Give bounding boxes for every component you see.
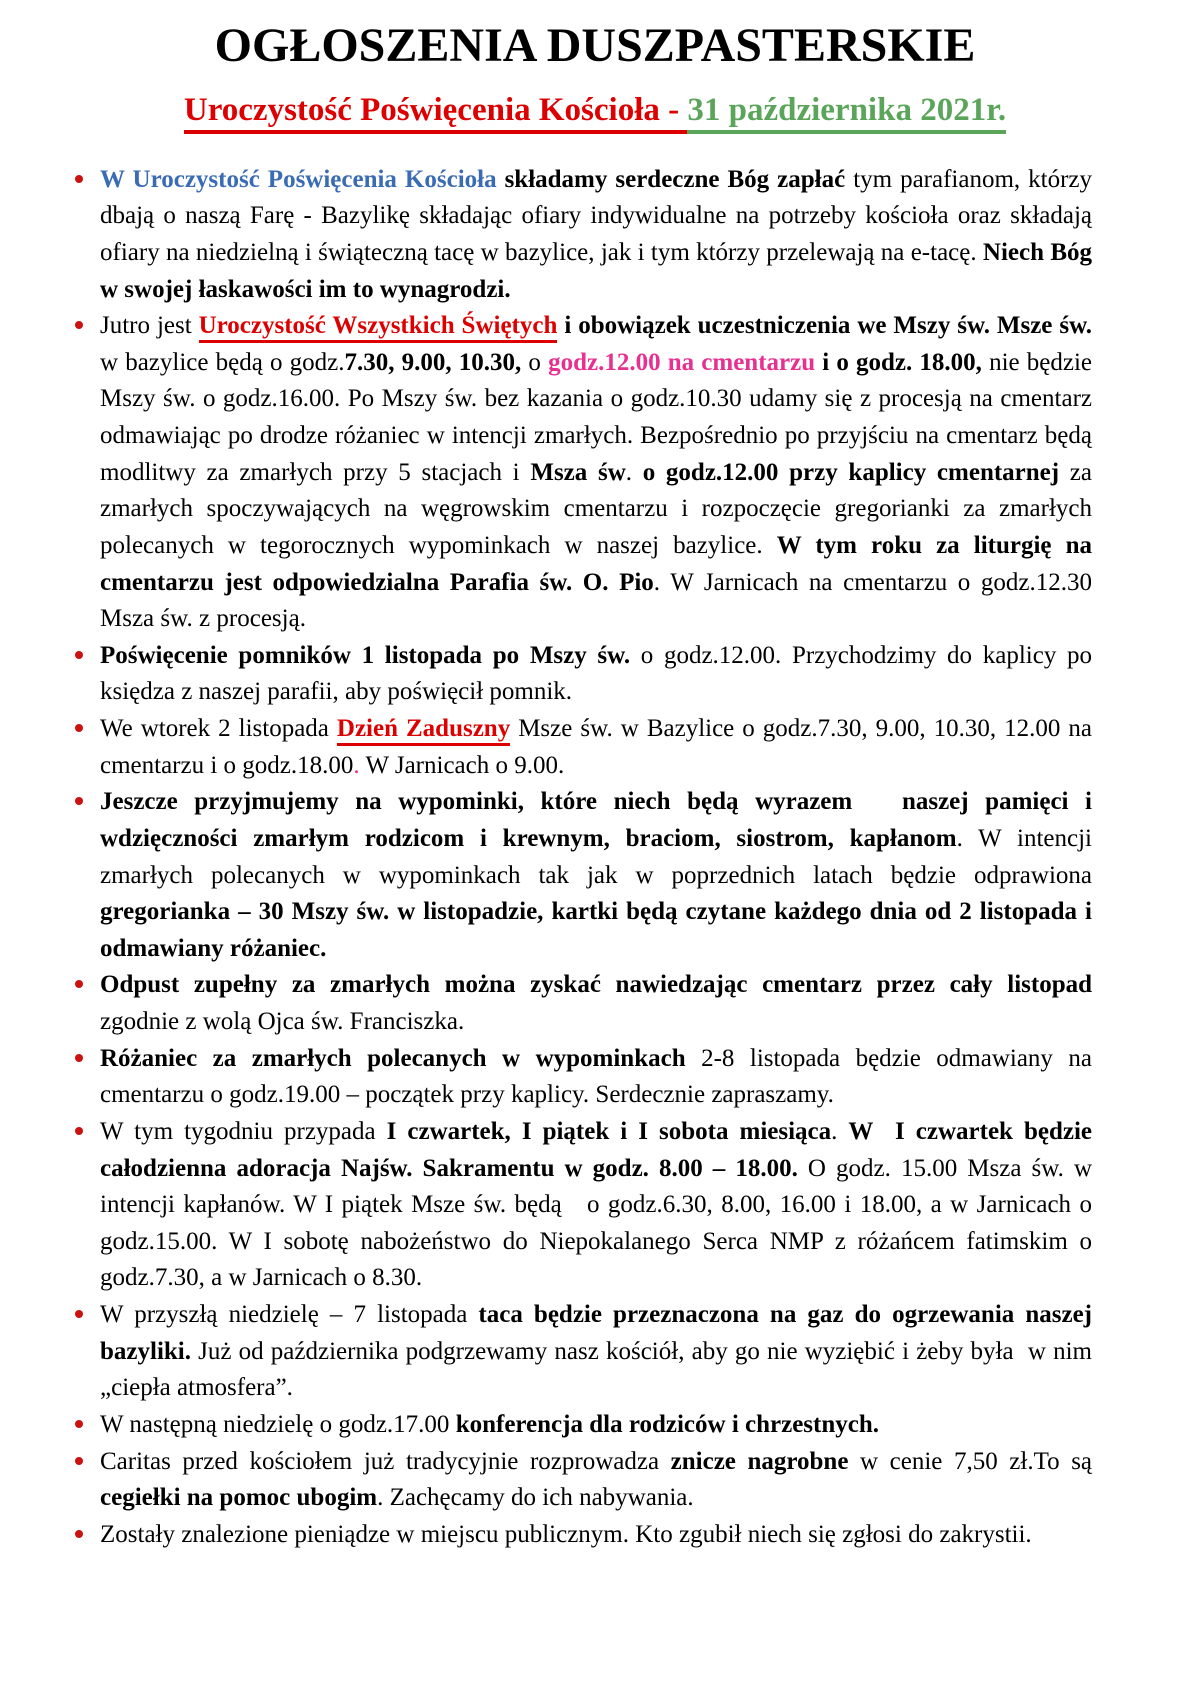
- list-item: [100, 711, 1092, 784]
- text-run: gregorianka – 30 Mszy św. w listopadzie, kartki będą czytane każdego dnia od 2 listopada i odmawiany różaniec.: [100, 898, 1092, 962]
- text-run: o godz.12.00. Przychodzimy do kaplicy po księdza z naszej parafii, aby poświęcił pomnik.: [100, 641, 1092, 706]
- text-run: Różaniec za zmarłych polecanych w wypominkach: [100, 1044, 702, 1072]
- text-run: . W Jarnicach na cmentarzu o godz.12.30 Msza św. z procesją.: [100, 568, 1092, 633]
- list-item: [100, 784, 1092, 967]
- list-item: [100, 1041, 1092, 1114]
- text-run: Już od października podgrzewamy nasz kościół, aby go nie wyziębić i żeby była w nim „ciepła atmosfera”.: [100, 1337, 1092, 1402]
- list-item: [100, 1444, 1092, 1517]
- text-run: W następną niedzielę o godz.17.00: [100, 1410, 456, 1438]
- text-run: konferencja dla rodziców i chrzestnych.: [455, 1410, 880, 1438]
- bullet-dot-icon: [75, 724, 83, 732]
- text-run: 2-8 listopada będzie odmawiany na cmentarzu o godz.19.00 – początek przy kaplicy. Serdecznie zapraszamy.: [100, 1044, 1092, 1109]
- subtitle-feast-name: Uroczystość Poświęcenia Kościoła -: [184, 92, 687, 134]
- text-run: o: [528, 348, 549, 376]
- list-item: [100, 1407, 1092, 1444]
- text-run: w cenie 7,50 zł.To są: [860, 1447, 1093, 1475]
- announcement-list: [100, 162, 1092, 1554]
- list-item: [100, 1297, 1092, 1407]
- text-run: zgodnie z wolą Ojca św. Franciszka.: [100, 1008, 465, 1036]
- list-item: [100, 1114, 1092, 1297]
- text-run: Dzień Zaduszny: [337, 715, 510, 746]
- text-run: znicze nagrobne: [670, 1447, 861, 1475]
- text-run: W Jarnicach o 9.00.: [359, 751, 565, 779]
- text-run: Msze św. w Bazylice o godz.7.30, 9.00, 10.30, 12.00 na cmentarzu i o godz.18.00: [100, 715, 1092, 779]
- text-run: W Uroczystość Poświęcenia Kościoła: [100, 165, 505, 193]
- text-run: nie będzie Mszy św. o godz.16.00. Po Mszy św. bez kazania o godz.10.30 udamy się z procesją na cmentarz odmawiając po drodze różaniec w intencji zmarłych. Bezpośrednio po przyjściu na cmentarz będą modlitwy za zmarłych przy 5 stacjach i: [100, 348, 1093, 486]
- text-run: tym parafianom, którzy dbają o naszą Farę - Bazylikę składając ofiary indywidualne na potrzeby kościoła oraz składają ofiary na niedzielną i świąteczną tacę w bazylice, jak i tym którzy przelewają na e-tacę.: [100, 165, 1093, 266]
- text-run: . W intencji zmarłych polecanych w wypominkach tak jak w poprzednich latach będzie odprawiona: [100, 824, 1093, 889]
- bullet-dot-icon: [75, 1310, 83, 1318]
- bullet-dot-icon: [75, 1420, 83, 1428]
- bullet-dot-icon: [75, 175, 83, 183]
- text-run: Jeszcze przyjmujemy na wypominki, które niech będą wyrazem naszej pamięci i wdzięczności zmarłym rodzicom i krewnym, braciom, siostrom, kapłanom: [100, 788, 1092, 852]
- text-run: .: [831, 1117, 849, 1145]
- bullet-dot-icon: [75, 980, 83, 988]
- list-item: [100, 1517, 1092, 1554]
- text-run: Uroczystość Wszystkich Świętych: [199, 312, 558, 343]
- text-run: W tym roku za liturgię na cmentarzu jest odpowiedzialna Parafia św. O. Pio: [100, 531, 1092, 596]
- bullet-dot-icon: [75, 1054, 83, 1062]
- text-run: o godz.12.00 przy kaplicy cmentarnej: [642, 458, 1070, 486]
- text-run: . Zachęcamy do ich nabywania.: [377, 1484, 694, 1512]
- list-item: [100, 638, 1092, 711]
- text-run: O godz. 15.00 Msza św. w intencji kapłanów. W I piątek Msze św. będą o godz.6.30, 8.00, 16.00 i 18.00, a w Jarnicach o godz.15.00. W I sobotę nabożeństwo do Niepokalanego Serca NMP z różańcem fatimskim o godz.7.30, a w Jarnicach o 8.30.: [100, 1154, 1092, 1292]
- text-run: i obowiązek uczestniczenia we Mszy św.: [557, 312, 997, 340]
- subtitle-date: 31 października 2021r.: [687, 92, 1006, 134]
- text-run: We wtorek 2 listopada: [100, 715, 337, 743]
- bullet-dot-icon: [75, 797, 83, 805]
- text-run: I czwartek, I piątek i I sobota miesiąca: [386, 1117, 832, 1145]
- text-run: 7.30, 9.00, 10.30,: [344, 348, 529, 376]
- text-run: godz.12.00 na cmentarzu: [548, 348, 823, 376]
- text-run: Poświęcenie pomników 1 listopada po Mszy św.: [100, 641, 641, 669]
- text-run: i o godz. 18.00,: [822, 348, 990, 376]
- page-title: OGŁOSZENIA DUSZPASTERSKIE: [214, 19, 976, 72]
- page-subtitle: [0, 89, 1190, 132]
- text-run: .: [353, 751, 360, 779]
- text-run: W I czwartek będzie całodzienna adoracja Najśw. Sakramentu w godz. 8.00 – 18.00.: [100, 1117, 1093, 1182]
- bullet-dot-icon: [75, 321, 83, 329]
- list-item: [100, 308, 1092, 638]
- list-item: [100, 967, 1092, 1040]
- list-item: [100, 162, 1092, 309]
- text-run: Odpust zupełny za zmarłych można zyskać nawiedzając cmentarz przez cały listopad: [100, 971, 1092, 999]
- text-run: Jutro jest: [100, 312, 199, 340]
- text-run: za zmarłych spoczywających na węgrowskim cmentarzu i rozpoczęcie gregorianki za zmarłych polecanych w tegorocznych wypominkach w naszej bazylice.: [100, 458, 1092, 559]
- bullet-dot-icon: [75, 651, 83, 659]
- text-run: .: [625, 458, 643, 486]
- bullet-dot-icon: [75, 1530, 83, 1538]
- text-run: składamy serdeczne Bóg zapłać: [504, 165, 854, 193]
- text-run: W przyszłą niedzielę – 7 listopada: [100, 1301, 479, 1329]
- bullet-dot-icon: [75, 1457, 83, 1465]
- text-run: W tym tygodniu przypada: [100, 1117, 387, 1145]
- text-run: Zostały znalezione pieniądze w miejscu publicznym. Kto zgubił niech się zgłosi do zakrystii.: [100, 1520, 1032, 1548]
- text-run: Niech Bóg w swojej łaskawości im to wynagrodzi.: [100, 238, 1092, 303]
- bullet-dot-icon: [75, 1127, 83, 1135]
- text-run: Caritas przed kościołem już tradycyjnie rozprowadza: [100, 1447, 671, 1475]
- text-run: taca będzie przeznaczona na gaz do ogrzewania naszej bazyliki.: [100, 1301, 1093, 1365]
- text-run: Msze św.: [996, 312, 1093, 340]
- text-run: w bazylice będą o godz.: [100, 348, 345, 376]
- text-run: Msza św: [530, 458, 626, 486]
- text-run: cegiełki na pomoc ubogim: [100, 1484, 378, 1512]
